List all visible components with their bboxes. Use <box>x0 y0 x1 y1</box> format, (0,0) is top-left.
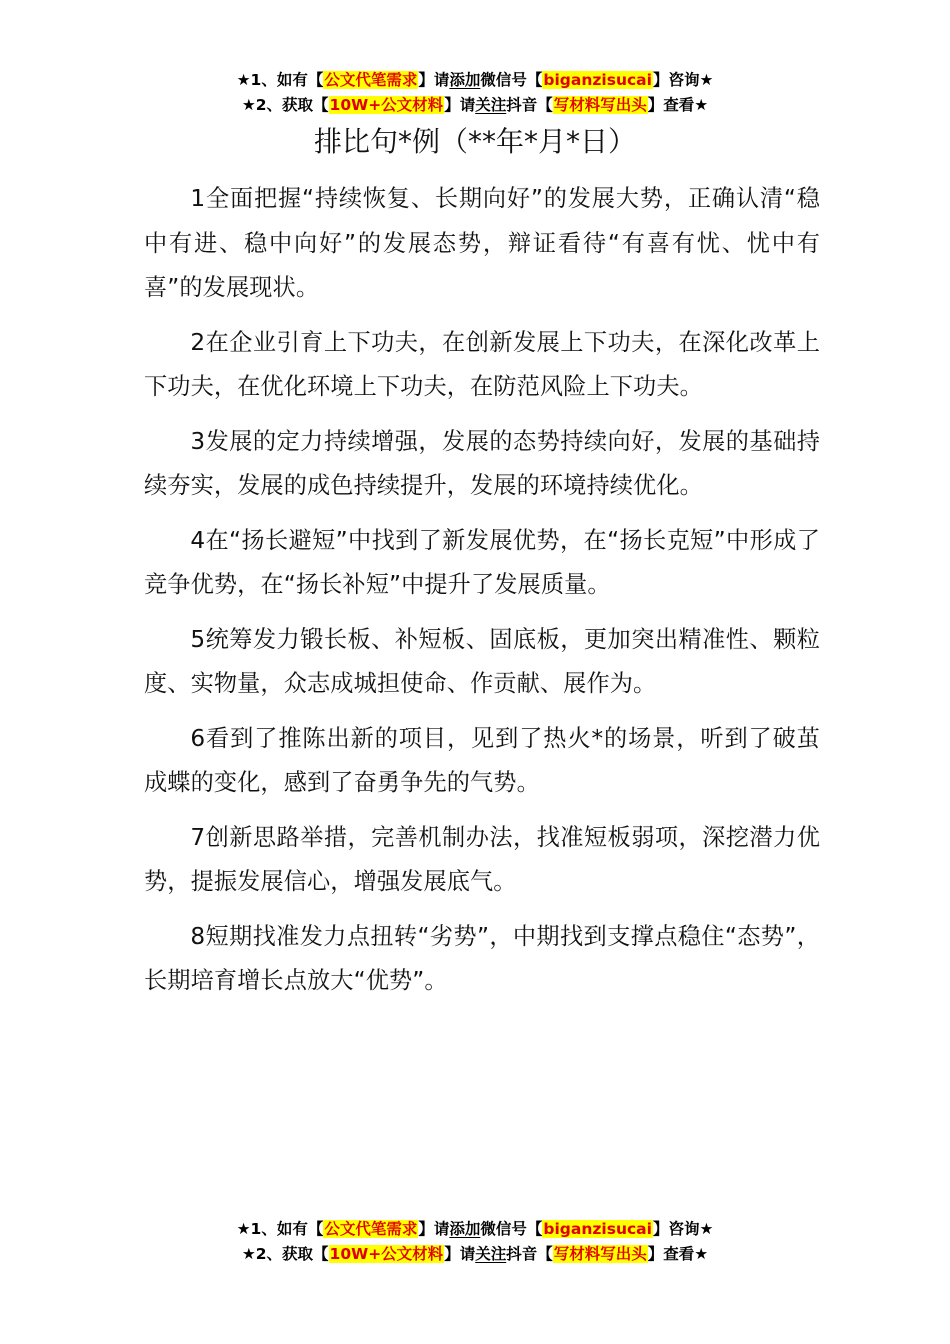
document-body <box>144 177 820 1014</box>
banner-line-2: ★2、获取【10W+公文材料】请关注抖音【写材料写出头】查看★ <box>241 1245 709 1263</box>
header-banner <box>0 68 950 118</box>
banner-highlight: 10W+公文材料 <box>329 96 444 114</box>
banner-line-1: ★1、如有【公文代笔需求】请添加微信号【biganzisucai】咨询★ <box>236 71 714 89</box>
footer-banner <box>0 1217 950 1267</box>
banner-highlight: biganzisucai <box>543 1220 652 1238</box>
banner-highlight: 公文代笔需求 <box>324 1220 418 1238</box>
banner-line-1: ★1、如有【公文代笔需求】请添加微信号【biganzisucai】咨询★ <box>236 1220 714 1238</box>
paragraph: 7创新思路举措，完善机制办法，找准短板弱项，深挖潜力优势，提振发展信心，增强发展底气。 <box>144 823 820 895</box>
paragraph: 8短期找准发力点扭转“劣势”，中期找到支撑点稳住“态势”，长期培育增长点放大“优势”。 <box>144 922 820 994</box>
banner-highlight: biganzisucai <box>543 71 652 89</box>
paragraph: 5统筹发力锻长板、补短板、固底板，更加突出精准性、颗粒度、实物量，众志成城担使命、作贡献、展作为。 <box>144 625 820 697</box>
paragraph: 1全面把握“持续恢复、长期向好”的发展大势，正确认清“稳中有进、稳中向好”的发展态势，辩证看待“有喜有忧、忧中有喜”的发展现状。 <box>144 185 820 301</box>
banner-highlight: 10W+公文材料 <box>329 1245 444 1263</box>
paragraph: 2在企业引育上下功夫，在创新发展上下功夫，在深化改革上下功夫，在优化环境上下功夫，在防范风险上下功夫。 <box>144 328 820 400</box>
banner-highlight: 公文代笔需求 <box>324 71 418 89</box>
paragraph: 3发展的定力持续增强，发展的态势持续向好，发展的基础持续夯实，发展的成色持续提升，发展的环境持续优化。 <box>144 427 820 499</box>
paragraph: 4在“扬长避短”中找到了新发展优势，在“扬长克短”中形成了竞争优势，在“扬长补短”中提升了发展质量。 <box>144 526 820 598</box>
document-title: 排比句*例（**年*月*日） <box>313 125 636 158</box>
banner-highlight: 写材料写出头 <box>553 1245 647 1263</box>
banner-line-2: ★2、获取【10W+公文材料】请关注抖音【写材料写出头】查看★ <box>241 96 709 114</box>
paragraph: 6看到了推陈出新的项目，见到了热火*的场景，听到了破茧成蝶的变化，感到了奋勇争先的气势。 <box>144 724 820 796</box>
banner-highlight: 写材料写出头 <box>553 96 647 114</box>
